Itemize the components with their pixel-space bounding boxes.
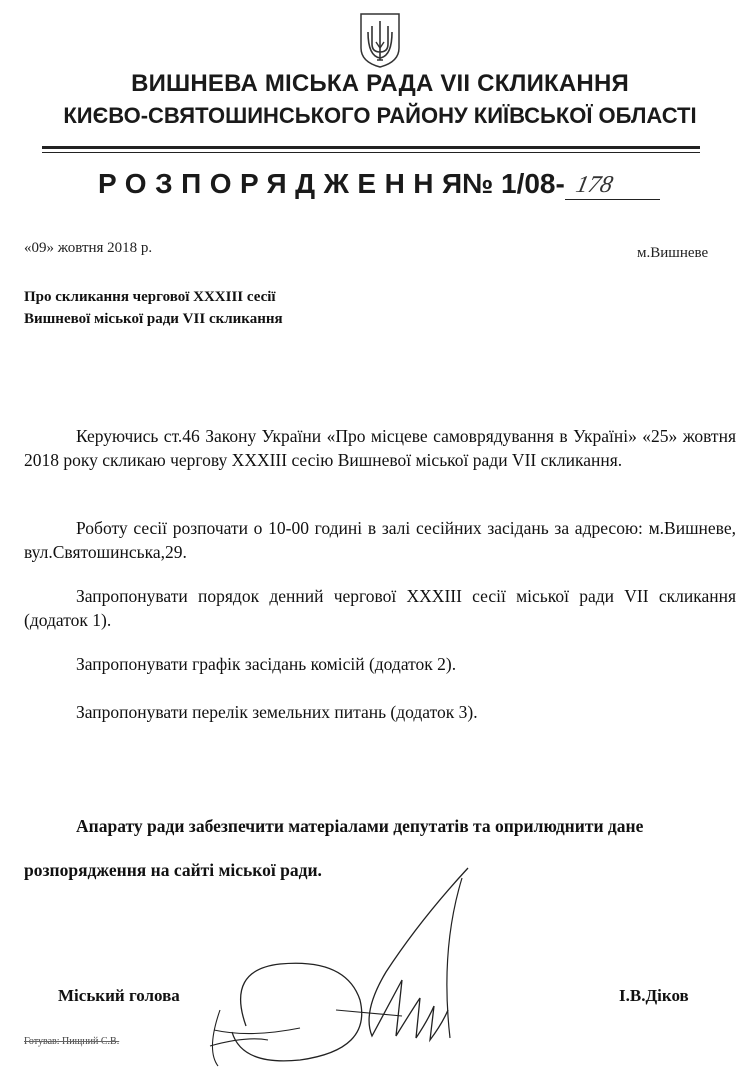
instruction-line2: розпорядження на сайті міської ради. [24, 860, 322, 880]
body-paragraph: Запропонувати порядок денний чергової XXXIII сесії міської ради VII скликання (додаток 1). [24, 586, 736, 630]
body-paragraph: Керуючись ст.46 Закону України «Про місцеве самоврядування в Україні» «25» жовтня 2018 року скликаю чергову XXXIII сесію Вишневої міської ради VII скликання. [24, 426, 736, 470]
mayor-signature [150, 860, 480, 1073]
order-number-handwritten-text: 178 [574, 171, 616, 198]
order-number-handwritten [574, 168, 644, 200]
document-type-title: РОЗПОРЯДЖЕННЯ [98, 168, 471, 199]
body-paragraph: Запропонувати перелік земельних питань (додаток 3). [76, 702, 478, 722]
council-name-line2: КИЄВО-СВЯТОШИНСЬКОГО РАЙОНУ КИЇВСЬКОЇ ОБЛАСТІ [63, 103, 697, 128]
document-city: м.Вишневе [637, 245, 709, 261]
order-number-prefix: № 1/08- [462, 168, 565, 199]
prepared-by-note: Готував: Пищний С.В. [24, 1036, 120, 1047]
signatory-title: Міський голова [58, 986, 180, 1005]
subject-line2: Вишневої міської ради VII скликання [24, 311, 283, 327]
body-paragraph: Запропонувати графік засідань комісій (додаток 2). [76, 654, 457, 674]
header-divider-thin [42, 152, 700, 153]
header-divider-thick [42, 146, 700, 149]
body-paragraph: Роботу сесії розпочати о 10-00 годині в залі сесійних засідань за адресою: м.Вишневе, вул.Святошинська,29. [24, 518, 736, 562]
instruction-line1: Апарату ради забезпечити матеріалами депутатів та оприлюднити дане [76, 816, 644, 836]
signatory-name: І.В.Діков [619, 986, 689, 1005]
council-name-line1: ВИШНЕВА МІСЬКА РАДА VII СКЛИКАННЯ [131, 70, 629, 97]
document-date: «09» жовтня 2018 р. [24, 240, 153, 256]
coat-of-arms-icon [358, 12, 402, 68]
subject-line1: Про скликання чергової XXXIII сесії [24, 289, 276, 305]
document-subject [24, 286, 283, 330]
